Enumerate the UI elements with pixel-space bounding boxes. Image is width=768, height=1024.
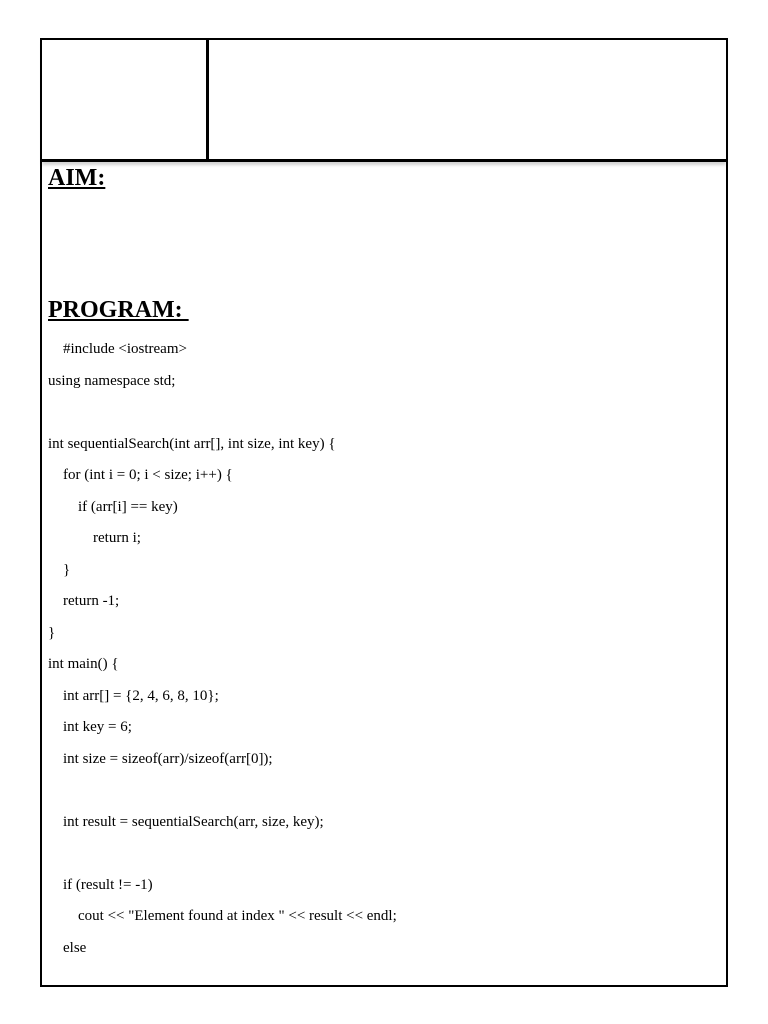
code-line: else: [48, 939, 87, 956]
code-line: }: [48, 624, 56, 641]
code-line: [48, 843, 397, 875]
code-line: if (result != -1): [48, 876, 153, 893]
program-heading: PROGRAM:: [48, 297, 189, 323]
code-line: if (arr[i] == key): [48, 498, 178, 515]
code-line: int key = 6;: [48, 719, 132, 735]
code-line: [48, 780, 397, 812]
code-line: }: [48, 561, 71, 578]
code-line: int main() {: [48, 656, 119, 672]
header-table: [42, 40, 726, 162]
header-cell-right: [209, 40, 726, 159]
code-line: int result = sequentialSearch(arr, size, key);: [48, 813, 324, 830]
code-line: for (int i = 0; i < size; i++) {: [48, 467, 233, 483]
code-line: using namespace std;: [48, 372, 176, 389]
code-line: int arr[] = {2, 4, 6, 8, 10};: [48, 687, 219, 704]
page-frame: [40, 38, 728, 987]
code-line: return i;: [48, 530, 141, 546]
code-line: #include <iostream>: [48, 341, 187, 357]
code-line: return -1;: [48, 593, 120, 609]
code-line: cout << "Element found at index " << result << endl;: [48, 908, 397, 924]
aim-heading: AIM:: [48, 165, 106, 191]
code-line: int size = sizeof(arr)/sizeof(arr[0]);: [48, 750, 273, 767]
code-line: int sequentialSearch(int arr[], int size, int key) {: [48, 435, 336, 452]
code-block: [48, 339, 397, 969]
code-line: [48, 402, 397, 434]
header-cell-left: [42, 40, 209, 159]
